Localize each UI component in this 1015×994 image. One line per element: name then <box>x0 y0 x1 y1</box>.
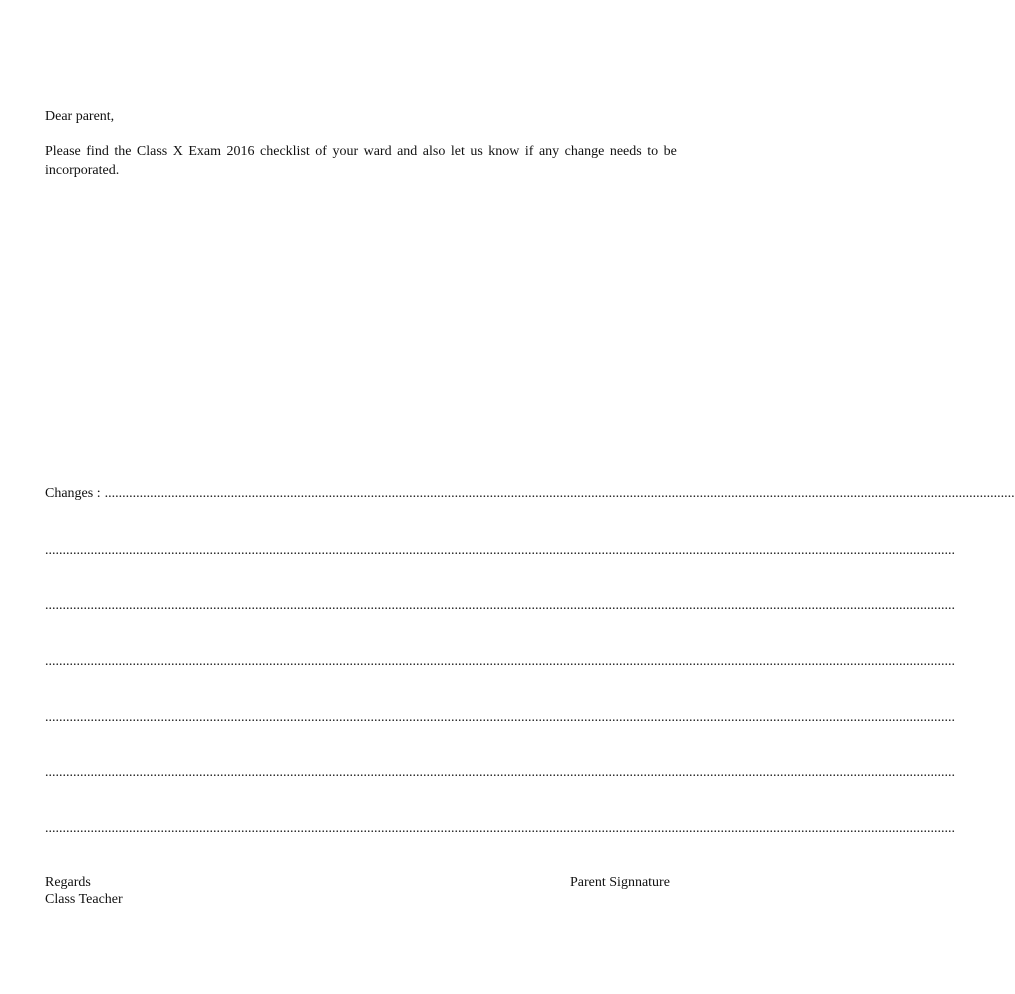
sender-class-teacher: Class Teacher <box>45 892 123 907</box>
letter-body: Please find the Class X Exam 2016 checklist of your ward and also let us know if any change needs to be incorporated. <box>45 144 677 178</box>
parent-signature-label: Parent Signnature <box>570 875 670 890</box>
dotted-line: .................................................................................................................................................................................................................................................................... <box>45 710 955 725</box>
dotted-line: .................................................................................................................................................................................................................................................................... <box>45 598 955 613</box>
dotted-line: .................................................................................................................................................................................................................................................................... <box>45 821 955 836</box>
closing-regards: Regards <box>45 875 91 890</box>
dotted-line: .................................................................................................................................................................................................................................................................... <box>45 654 955 669</box>
dotted-line: .................................................................................................................................................................................................................................................................... <box>45 543 955 558</box>
dotted-line: .................................................................................................................................................................................................................................................................... <box>45 765 955 780</box>
changes-label: Changes : <box>45 486 101 501</box>
greeting: Dear parent, <box>45 109 115 124</box>
changes-dotted-line: .................................................................................................................................................................................................................................................................... <box>104 486 1015 501</box>
changes-row <box>45 485 1015 503</box>
